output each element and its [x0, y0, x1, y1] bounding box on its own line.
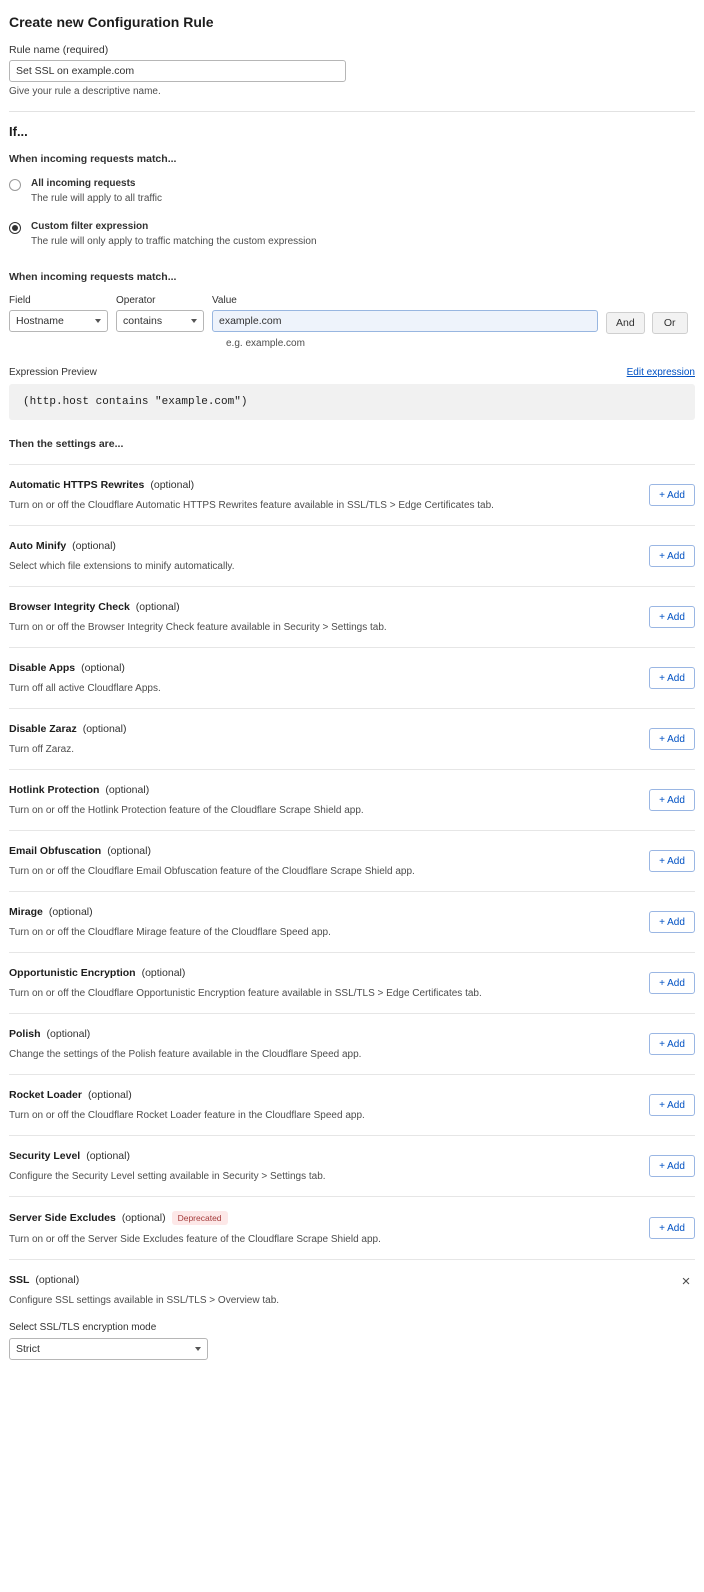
setting-description: Change the settings of the Polish feature available in the Cloudflare Speed app.	[9, 1049, 362, 1060]
setting-title	[9, 906, 695, 918]
radio-label-all-requests: All incoming requests	[31, 178, 136, 189]
setting-row	[9, 952, 695, 1013]
operator-select-wrap	[116, 310, 204, 332]
setting-optional: (optional)	[141, 967, 186, 979]
field-select-wrap	[9, 310, 108, 332]
logic-buttons	[606, 312, 688, 334]
add-setting-button[interactable]: + Add	[649, 545, 695, 567]
setting-title-text: Auto Minify	[9, 540, 67, 552]
builder-subheading: When incoming requests match...	[9, 271, 177, 283]
setting-title	[9, 845, 695, 857]
setting-optional: (optional)	[135, 601, 180, 613]
setting-title	[9, 1089, 695, 1101]
setting-optional: (optional)	[72, 540, 116, 552]
add-setting-button[interactable]: + Add	[649, 1155, 695, 1177]
field-column	[9, 295, 108, 332]
setting-optional: (optional)	[121, 1212, 166, 1224]
setting-title-text: Security Level	[9, 1150, 81, 1162]
setting-description: Turn on or off the Server Side Excludes feature of the Cloudflare Scrape Shield app.	[9, 1234, 381, 1245]
setting-row	[9, 464, 695, 525]
expression-preview-label: Expression Preview	[9, 367, 97, 378]
setting-row-ssl	[9, 1259, 695, 1364]
setting-description: Turn off Zaraz.	[9, 744, 75, 755]
setting-row	[9, 586, 695, 647]
field-select[interactable]	[9, 310, 108, 332]
setting-optional: (optional)	[82, 723, 127, 735]
setting-optional: (optional)	[86, 1150, 130, 1162]
setting-title-text: Server Side Excludes	[9, 1212, 116, 1224]
setting-optional: (optional)	[48, 906, 93, 918]
setting-optional: (optional)	[107, 845, 151, 857]
radio-label-custom-filter: Custom filter expression	[31, 221, 149, 232]
setting-description: Turn on or off the Browser Integrity Check feature available in Security > Settings tab.	[9, 622, 387, 633]
setting-title-text: Mirage	[9, 906, 43, 918]
setting-row	[9, 1013, 695, 1074]
setting-title-text: Opportunistic Encryption	[9, 967, 136, 979]
setting-title	[9, 784, 695, 796]
expression-preview-header	[9, 367, 695, 378]
radio-option-all-requests[interactable]	[9, 177, 695, 206]
rule-name-input[interactable]	[9, 60, 346, 82]
value-hint: e.g. example.com	[226, 338, 305, 349]
operator-label: Operator	[116, 295, 156, 306]
setting-row	[9, 525, 695, 586]
add-setting-button[interactable]: + Add	[649, 850, 695, 872]
ssl-mode-select-wrap	[9, 1338, 208, 1360]
setting-title-text: Disable Zaraz	[9, 723, 77, 735]
operator-column	[116, 295, 204, 332]
radio-desc-custom-filter: The rule will only apply to traffic matching the custom expression	[31, 236, 317, 247]
rule-name-label: Rule name (required)	[9, 44, 109, 56]
setting-optional: (optional)	[150, 479, 195, 491]
field-label: Field	[9, 295, 31, 306]
setting-optional: (optional)	[105, 784, 150, 796]
setting-description: Turn off all active Cloudflare Apps.	[9, 683, 161, 694]
add-setting-button[interactable]: + Add	[649, 911, 695, 933]
setting-description: Turn on or off the Cloudflare Email Obfuscation feature of the Cloudflare Scrape Shield app.	[9, 866, 415, 877]
setting-title-text: Browser Integrity Check	[9, 601, 130, 613]
add-setting-button[interactable]: + Add	[649, 484, 695, 506]
setting-title	[9, 540, 695, 552]
and-button[interactable]: And	[606, 312, 645, 334]
radio-icon-all-requests[interactable]	[9, 179, 21, 191]
setting-row	[9, 1196, 695, 1259]
setting-title-text: Polish	[9, 1028, 41, 1040]
setting-optional: (optional)	[81, 662, 125, 674]
setting-description: Turn on or off the Cloudflare Opportunistic Encryption feature available in SSL/TLS > Edge Certificates tab.	[9, 988, 482, 999]
add-setting-button[interactable]: + Add	[649, 789, 695, 811]
deprecated-badge: Deprecated	[172, 1211, 228, 1225]
radio-option-custom-filter[interactable]	[9, 220, 695, 249]
add-setting-button[interactable]: + Add	[649, 972, 695, 994]
setting-description: Turn on or off the Cloudflare Automatic HTTPS Rewrites feature available in SSL/TLS > Edge Certificates tab.	[9, 500, 494, 511]
setting-title-text: Hotlink Protection	[9, 784, 100, 796]
setting-description: Select which file extensions to minify automatically.	[9, 561, 235, 572]
setting-description: Configure the Security Level setting available in Security > Settings tab.	[9, 1171, 326, 1182]
add-setting-button[interactable]: + Add	[649, 728, 695, 750]
ssl-mode-label: Select SSL/TLS encryption mode	[9, 1322, 157, 1333]
setting-row	[9, 769, 695, 830]
add-setting-button[interactable]: + Add	[649, 667, 695, 689]
setting-title	[9, 1150, 695, 1162]
setting-row	[9, 647, 695, 708]
setting-description: Turn on or off the Hotlink Protection feature of the Cloudflare Scrape Shield app.	[9, 805, 364, 816]
radio-desc-all-requests: The rule will apply to all traffic	[31, 193, 162, 204]
setting-title	[9, 1274, 695, 1286]
setting-title	[9, 723, 695, 735]
setting-optional: (optional)	[35, 1274, 80, 1286]
setting-title-text: Disable Apps	[9, 662, 76, 674]
setting-title-text: Automatic HTTPS Rewrites	[9, 479, 145, 491]
setting-title-text: Email Obfuscation	[9, 845, 102, 857]
setting-row	[9, 830, 695, 891]
close-icon[interactable]: ×	[678, 1274, 694, 1290]
or-button[interactable]: Or	[652, 312, 688, 334]
expression-builder-row	[9, 295, 695, 334]
add-setting-button[interactable]: + Add	[649, 1033, 695, 1055]
add-setting-button[interactable]: + Add	[649, 606, 695, 628]
if-section-heading: If...	[9, 124, 28, 139]
if-section-subheading: When incoming requests match...	[9, 153, 177, 165]
setting-row	[9, 708, 695, 769]
divider	[9, 111, 695, 112]
radio-icon-custom-filter[interactable]	[9, 222, 21, 234]
settings-list	[9, 464, 695, 1364]
value-column	[212, 295, 598, 332]
setting-title	[9, 1028, 695, 1040]
setting-title	[9, 967, 695, 979]
setting-description: Turn on or off the Cloudflare Rocket Loader feature in the Cloudflare Speed app.	[9, 1110, 365, 1121]
add-setting-button[interactable]: + Add	[649, 1094, 695, 1116]
setting-description: Configure SSL settings available in SSL/TLS > Overview tab.	[9, 1295, 280, 1306]
setting-title-text: Rocket Loader	[9, 1089, 82, 1101]
setting-title	[9, 662, 695, 674]
rule-name-hint: Give your rule a descriptive name.	[9, 86, 161, 97]
setting-title	[9, 601, 695, 613]
setting-description: Turn on or off the Cloudflare Mirage feature of the Cloudflare Speed app.	[9, 927, 331, 938]
setting-title	[9, 1211, 695, 1225]
ssl-mode-select[interactable]	[9, 1338, 208, 1360]
value-input[interactable]	[212, 310, 598, 332]
then-heading: Then the settings are...	[9, 438, 124, 450]
setting-title-text: SSL	[9, 1274, 30, 1286]
page-title: Create new Configuration Rule	[9, 14, 214, 30]
setting-optional: (optional)	[46, 1028, 91, 1040]
add-setting-button[interactable]: + Add	[649, 1217, 695, 1239]
edit-expression-link[interactable]: Edit expression	[626, 367, 695, 378]
expression-preview-box: (http.host contains "example.com")	[9, 384, 695, 420]
setting-row	[9, 891, 695, 952]
operator-select[interactable]	[116, 310, 204, 332]
setting-title	[9, 479, 695, 491]
value-label: Value	[212, 295, 237, 306]
setting-row	[9, 1074, 695, 1135]
setting-row	[9, 1135, 695, 1196]
setting-optional: (optional)	[87, 1089, 132, 1101]
